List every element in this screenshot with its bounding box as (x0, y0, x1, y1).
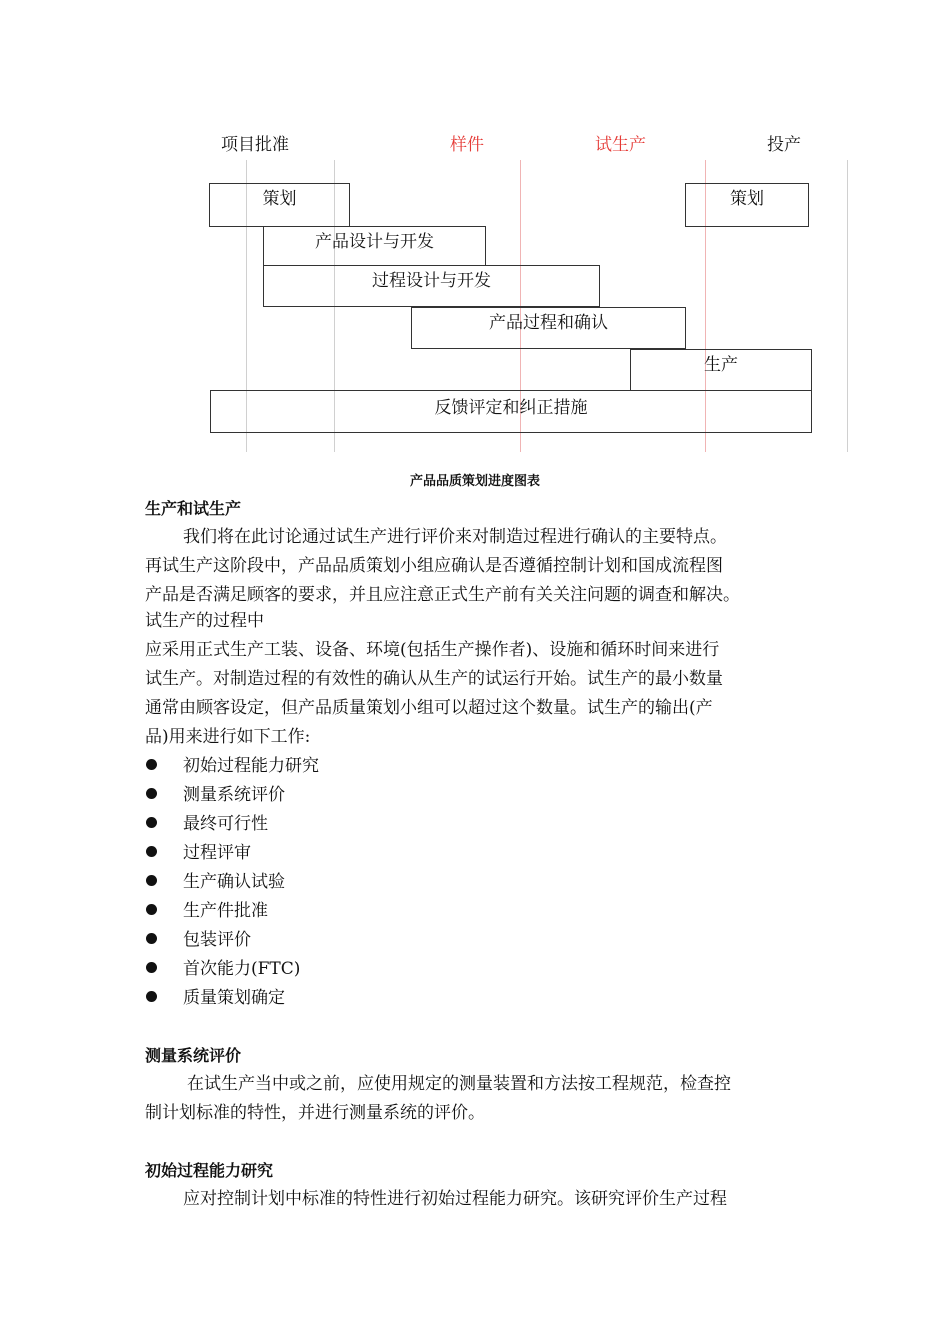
phase-planning-left: 策划 (209, 183, 350, 227)
phase-production: 生产 (630, 349, 812, 391)
phase-process-design: 过程设计与开发 (263, 265, 600, 307)
paragraph-line: 产品是否满足顾客的要求，并且应注意正式生产前有关关注问题的调查和解决。 (145, 585, 740, 605)
paragraph-line: 再试生产这阶段中，产品品质策划小组应确认是否遵循控制计划和国成流程图 (145, 556, 723, 576)
phase-product-design: 产品设计与开发 (263, 226, 486, 266)
section-heading-capability: 初始过程能力研究 (145, 1161, 274, 1180)
bullet-icon (146, 788, 157, 799)
paragraph-line: 品)用来进行如下工作: (145, 727, 311, 747)
list-item: 生产确认试验 (183, 872, 285, 892)
bullet-icon (146, 933, 157, 944)
paragraph-line: 在试生产当中或之前，应使用规定的测量装置和方法按工程规范，检查控 (187, 1074, 731, 1094)
list-item: 首次能力(FTC) (183, 959, 301, 979)
phase-feedback: 反馈评定和纠正措施 (210, 390, 812, 433)
bullet-icon (146, 817, 157, 828)
list-item: 质量策划确定 (183, 988, 285, 1008)
bullet-icon (146, 846, 157, 857)
list-item: 过程评审 (183, 843, 251, 863)
chart-caption: 产品品质策划进度图表 (409, 474, 540, 489)
section-heading-msa: 测量系统评价 (145, 1046, 242, 1065)
paragraph-line: 应对控制计划中标准的特性进行初始过程能力研究。该研究评价生产过程 (183, 1189, 727, 1209)
paragraph-line: 制计划标准的特性，并进行测量系统的评价。 (145, 1103, 485, 1123)
list-item: 初始过程能力研究 (183, 756, 319, 776)
bullet-icon (146, 759, 157, 770)
milestone-launch: 投产 (767, 135, 801, 155)
milestone-sample: 样件 (450, 135, 484, 155)
bullet-icon (146, 962, 157, 973)
list-item: 包装评价 (183, 930, 251, 950)
paragraph-line: 应采用正式生产工装、设备、环境(包括生产操作者)、设施和循环时间来进行 (145, 640, 720, 660)
phase-validation: 产品过程和确认 (411, 307, 686, 349)
list-item: 最终可行性 (183, 814, 268, 834)
milestone-project-approval: 项目批准 (221, 135, 289, 155)
bullet-icon (146, 904, 157, 915)
paragraph-line: 试生产。对制造过程的有效性的确认从生产的试运行开始。试生产的最小数量 (145, 669, 723, 689)
paragraph-line: 通常由顾客设定，但产品质量策划小组可以超过这个数量。试生产的输出(产 (145, 698, 713, 718)
section-heading-production: 生产和试生产 (145, 499, 242, 518)
paragraph-line: 试生产的过程中 (145, 611, 264, 631)
milestone-line-launch (847, 160, 848, 452)
paragraph-line: 我们将在此讨论通过试生产进行评价来对制造过程进行确认的主要特点。 (183, 527, 727, 547)
list-item: 生产件批准 (183, 901, 268, 921)
list-item: 测量系统评价 (183, 785, 285, 805)
milestone-trial-production: 试生产 (595, 135, 646, 155)
bullet-icon (146, 991, 157, 1002)
bullet-icon (146, 875, 157, 886)
phase-planning-right: 策划 (685, 183, 809, 227)
